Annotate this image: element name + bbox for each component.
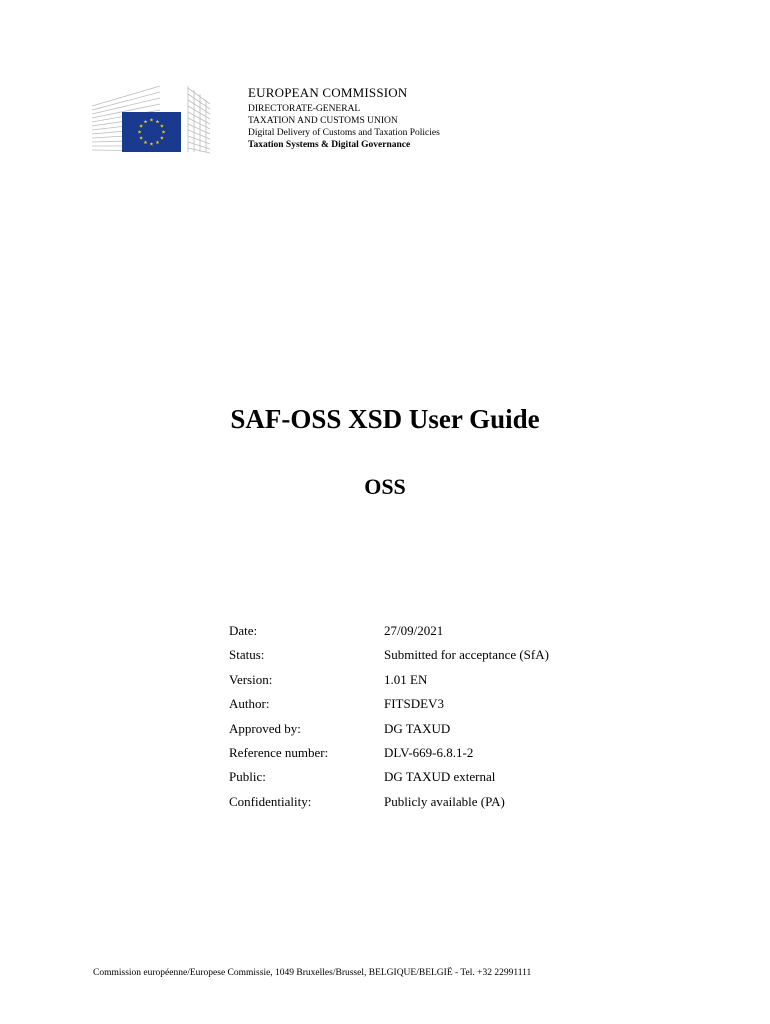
metadata-label: Status: bbox=[229, 647, 265, 663]
metadata-row bbox=[229, 672, 684, 696]
dg-name: TAXATION AND CUSTOMS UNION bbox=[248, 115, 398, 126]
unit-name: Taxation Systems & Digital Governance bbox=[248, 139, 411, 150]
metadata-value: DG TAXUD external bbox=[384, 769, 496, 785]
metadata-row bbox=[229, 696, 684, 720]
metadata-value: Publicly available (PA) bbox=[384, 793, 505, 809]
metadata-label: Reference number: bbox=[229, 744, 329, 760]
org-name: EUROPEAN COMMISSION bbox=[248, 85, 408, 100]
metadata-table bbox=[229, 623, 684, 818]
metadata-value: DLV-669-6.8.1-2 bbox=[384, 744, 474, 760]
metadata-value: 1.01 EN bbox=[384, 671, 428, 687]
metadata-label: Date: bbox=[229, 623, 258, 638]
metadata-value: DG TAXUD bbox=[384, 720, 451, 736]
directorate-name: Digital Delivery of Customs and Taxation Policies bbox=[248, 127, 440, 138]
metadata-value: 27/09/2021 bbox=[384, 623, 444, 638]
metadata-row bbox=[229, 647, 684, 671]
metadata-value: FITSDEV3 bbox=[384, 696, 444, 712]
page-footer: Commission européenne/Europese Commissie, 1049 Bruxelles/Brussel, BELGIQUE/BELGIË - Tel. +32 22991111 bbox=[93, 968, 532, 978]
eu-flag-icon bbox=[122, 112, 181, 152]
dg-label: DIRECTORATE-GENERAL bbox=[248, 103, 361, 114]
metadata-row bbox=[229, 623, 684, 647]
metadata-label: Approved by: bbox=[229, 720, 301, 736]
metadata-row bbox=[229, 769, 684, 793]
metadata-label: Version: bbox=[229, 671, 273, 687]
document-title: SAF-OSS XSD User Guide bbox=[230, 404, 540, 434]
metadata-row bbox=[229, 794, 684, 818]
metadata-label: Public: bbox=[229, 769, 266, 785]
european-commission-logo bbox=[90, 84, 212, 154]
metadata-label: Confidentiality: bbox=[229, 793, 312, 809]
metadata-row bbox=[229, 745, 684, 769]
document-subtitle: OSS bbox=[364, 474, 406, 499]
header-block bbox=[248, 86, 440, 151]
metadata-label: Author: bbox=[229, 696, 270, 712]
metadata-value: Submitted for acceptance (SfA) bbox=[384, 647, 549, 663]
metadata-row bbox=[229, 721, 684, 745]
